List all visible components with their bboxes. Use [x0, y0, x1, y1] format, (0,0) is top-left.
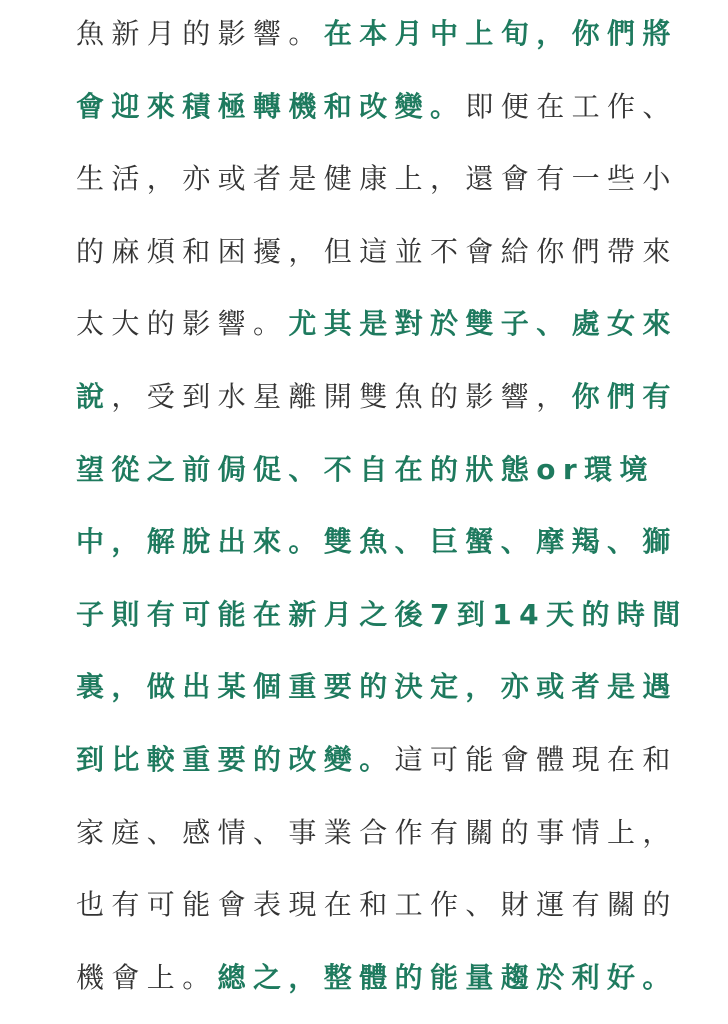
text-line	[76, 869, 678, 942]
text-line	[76, 143, 678, 216]
body-text: ，受到水星離開雙魚的影響，	[111, 379, 572, 413]
text-line	[76, 0, 678, 71]
text-line	[76, 216, 678, 289]
text-line	[76, 579, 688, 652]
highlighted-text: 到比較重要的改變。	[76, 742, 395, 776]
body-text: 魚新月的影響。	[76, 17, 324, 50]
body-text: 的麻煩和困擾，但這並不會給你們帶來	[76, 234, 678, 268]
body-text: 這可能會體現在和	[394, 742, 678, 776]
body-text: 即便在工作、	[465, 89, 678, 123]
body-text: 太大的影響。	[76, 307, 289, 341]
text-line	[76, 288, 678, 361]
text-line	[76, 71, 678, 144]
text-line	[76, 506, 678, 579]
highlighted-text: 中，解脫出來。雙魚、巨蟹、摩羯、獅	[76, 525, 678, 559]
body-text: 生活，亦或者是健康上，還會有一些小	[76, 162, 678, 196]
highlighted-text: 子則有可能在新月之後7到14天的時間	[76, 597, 688, 631]
highlighted-text: 在本月中上旬，你們將	[323, 17, 678, 50]
highlighted-text: 尤其是對於雙子、處女來	[288, 307, 678, 341]
highlighted-text: 望從之前侷促、不自在的狀態or環境	[76, 452, 655, 486]
text-line	[76, 361, 678, 434]
text-line	[76, 724, 678, 797]
text-line	[76, 797, 678, 870]
highlighted-text: 總之，整體的能量趨於利好。	[217, 960, 678, 994]
highlighted-text: 會迎來積極轉機和改變。	[76, 89, 466, 123]
body-text: 機會上。	[76, 960, 218, 994]
text-line	[76, 942, 678, 1015]
body-text: 家庭、感情、事業合作有關的事情上，	[76, 815, 678, 849]
text-line	[76, 651, 678, 724]
highlighted-text: 說	[76, 379, 112, 413]
text-line	[76, 434, 655, 507]
body-text: 也有可能會表現在和工作、財運有關的	[76, 888, 678, 922]
highlighted-text: 你們有	[571, 379, 678, 413]
highlighted-text: 裏，做出某個重要的決定，亦或者是遇	[76, 670, 678, 704]
article-body	[76, 0, 688, 1014]
